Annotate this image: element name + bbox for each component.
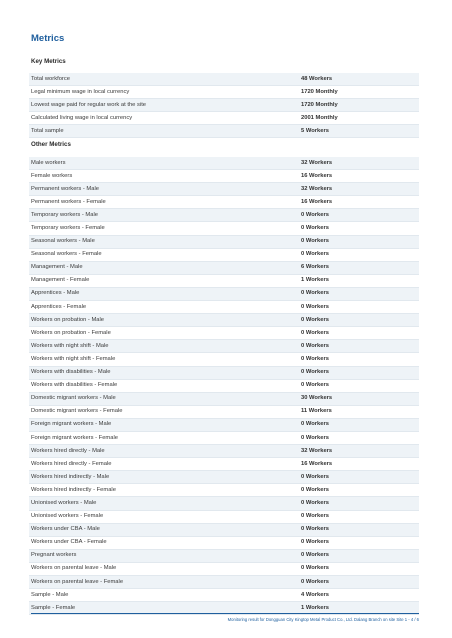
metric-value: 16 Workers [299, 458, 419, 471]
metric-label: Pregnant workers [29, 549, 299, 562]
table-row [29, 458, 419, 471]
metric-value: 30 Workers [299, 392, 419, 405]
table-row [29, 248, 419, 261]
metric-label: Sample - Female [29, 602, 299, 615]
table-row [29, 431, 419, 444]
table-row [29, 314, 419, 327]
metric-label: Workers with night shift - Female [29, 353, 299, 366]
metric-label: Male workers [29, 157, 299, 170]
metric-value: 0 Workers [299, 379, 419, 392]
table-row [29, 112, 419, 125]
metric-label: Workers on probation - Male [29, 314, 299, 327]
table-row [29, 235, 419, 248]
table-row [29, 445, 419, 458]
metric-value: 0 Workers [299, 340, 419, 353]
metric-label: Temporary workers - Female [29, 222, 299, 235]
metric-label: Apprentices - Female [29, 301, 299, 314]
metric-label: Workers on probation - Female [29, 327, 299, 340]
metric-label: Legal minimum wage in local currency [29, 86, 299, 99]
table-row [29, 589, 419, 602]
table-row [29, 497, 419, 510]
metric-label: Workers hired directly - Female [29, 458, 299, 471]
table-row [29, 261, 419, 274]
metric-value: 0 Workers [299, 314, 419, 327]
metric-label: Workers with disabilities - Male [29, 366, 299, 379]
metric-label: Domestic migrant workers - Female [29, 405, 299, 418]
key-metrics-heading: Key Metrics [31, 58, 66, 65]
metric-label: Calculated living wage in local currency [29, 112, 299, 125]
table-row [29, 366, 419, 379]
metric-label: Permanent workers - Female [29, 196, 299, 209]
table-row [29, 209, 419, 222]
metric-value: 1720 Monthly [299, 99, 419, 112]
metric-value: 32 Workers [299, 445, 419, 458]
table-row [29, 99, 419, 112]
metric-value: 0 Workers [299, 353, 419, 366]
metric-label: Workers hired indirectly - Female [29, 484, 299, 497]
metric-value: 0 Workers [299, 431, 419, 444]
metric-value: 32 Workers [299, 183, 419, 196]
footer-text: Monitoring result for Dongguan City Kingtop Metal Product Co., Ltd. Dalang Branch on site Site 1 - 4 / 6 [227, 617, 419, 622]
table-row [29, 196, 419, 209]
metric-value: 0 Workers [299, 327, 419, 340]
metric-label: Management - Male [29, 261, 299, 274]
table-row [29, 536, 419, 549]
metric-label: Foreign migrant workers - Male [29, 418, 299, 431]
metric-value: 0 Workers [299, 301, 419, 314]
table-row [29, 73, 419, 86]
table-row [29, 576, 419, 589]
other-metrics-heading: Other Metrics [31, 141, 71, 148]
metric-label: Permanent workers - Male [29, 183, 299, 196]
metric-label: Apprentices - Male [29, 287, 299, 300]
table-row [29, 471, 419, 484]
table-row [29, 86, 419, 99]
metric-value: 0 Workers [299, 536, 419, 549]
table-row [29, 157, 419, 170]
key-metrics-table [29, 73, 419, 138]
metric-label: Workers under CBA - Male [29, 523, 299, 536]
metric-label: Lowest wage paid for regular work at the site [29, 99, 299, 112]
metric-label: Management - Female [29, 274, 299, 287]
metric-value: 0 Workers [299, 248, 419, 261]
table-row [29, 523, 419, 536]
table-row [29, 353, 419, 366]
metric-value: 0 Workers [299, 523, 419, 536]
metric-value: 16 Workers [299, 170, 419, 183]
table-row [29, 340, 419, 353]
metric-value: 0 Workers [299, 287, 419, 300]
metric-label: Domestic migrant workers - Male [29, 392, 299, 405]
metric-label: Temporary workers - Male [29, 209, 299, 222]
metric-value: 1 Workers [299, 274, 419, 287]
metric-value: 2001 Monthly [299, 112, 419, 125]
table-row [29, 301, 419, 314]
metric-label: Workers with disabilities - Female [29, 379, 299, 392]
table-row [29, 418, 419, 431]
metric-value: 0 Workers [299, 222, 419, 235]
metric-value: 0 Workers [299, 497, 419, 510]
metric-label: Total sample [29, 125, 299, 138]
page-title: Metrics [31, 33, 65, 44]
metric-label: Unionised workers - Male [29, 497, 299, 510]
metric-value: 0 Workers [299, 418, 419, 431]
table-row [29, 484, 419, 497]
metric-value: 16 Workers [299, 196, 419, 209]
table-row [29, 274, 419, 287]
metric-label: Workers on parental leave - Male [29, 562, 299, 575]
table-row [29, 405, 419, 418]
table-row [29, 287, 419, 300]
table-row [29, 379, 419, 392]
metric-value: 0 Workers [299, 471, 419, 484]
metric-label: Workers hired directly - Male [29, 445, 299, 458]
metric-value: 5 Workers [299, 125, 419, 138]
metric-value: 32 Workers [299, 157, 419, 170]
metric-label: Workers under CBA - Female [29, 536, 299, 549]
metric-value: 1720 Monthly [299, 86, 419, 99]
metric-value: 0 Workers [299, 235, 419, 248]
table-row [29, 222, 419, 235]
table-row [29, 125, 419, 138]
other-metrics-table [29, 157, 419, 615]
metric-label: Workers on parental leave - Female [29, 576, 299, 589]
table-row [29, 170, 419, 183]
metric-value: 0 Workers [299, 484, 419, 497]
table-row [29, 562, 419, 575]
metric-label: Unionised workers - Female [29, 510, 299, 523]
metric-value: 0 Workers [299, 209, 419, 222]
metric-value: 0 Workers [299, 366, 419, 379]
metric-label: Workers hired indirectly - Male [29, 471, 299, 484]
metric-label: Foreign migrant workers - Female [29, 431, 299, 444]
metric-label: Female workers [29, 170, 299, 183]
table-row [29, 183, 419, 196]
table-row [29, 549, 419, 562]
metric-value: 0 Workers [299, 510, 419, 523]
table-row [29, 327, 419, 340]
metric-value: 0 Workers [299, 562, 419, 575]
metric-label: Workers with night shift - Male [29, 340, 299, 353]
metric-value: 6 Workers [299, 261, 419, 274]
metric-value: 4 Workers [299, 589, 419, 602]
metric-value: 11 Workers [299, 405, 419, 418]
table-row [29, 510, 419, 523]
table-row [29, 392, 419, 405]
metric-label: Total workforce [29, 73, 299, 86]
metric-label: Seasonal workers - Male [29, 235, 299, 248]
footer-rule [31, 613, 419, 614]
metric-value: 0 Workers [299, 576, 419, 589]
metric-label: Seasonal workers - Female [29, 248, 299, 261]
metric-value: 48 Workers [299, 73, 419, 86]
metric-label: Sample - Male [29, 589, 299, 602]
metric-value: 1 Workers [299, 602, 419, 615]
metric-value: 0 Workers [299, 549, 419, 562]
